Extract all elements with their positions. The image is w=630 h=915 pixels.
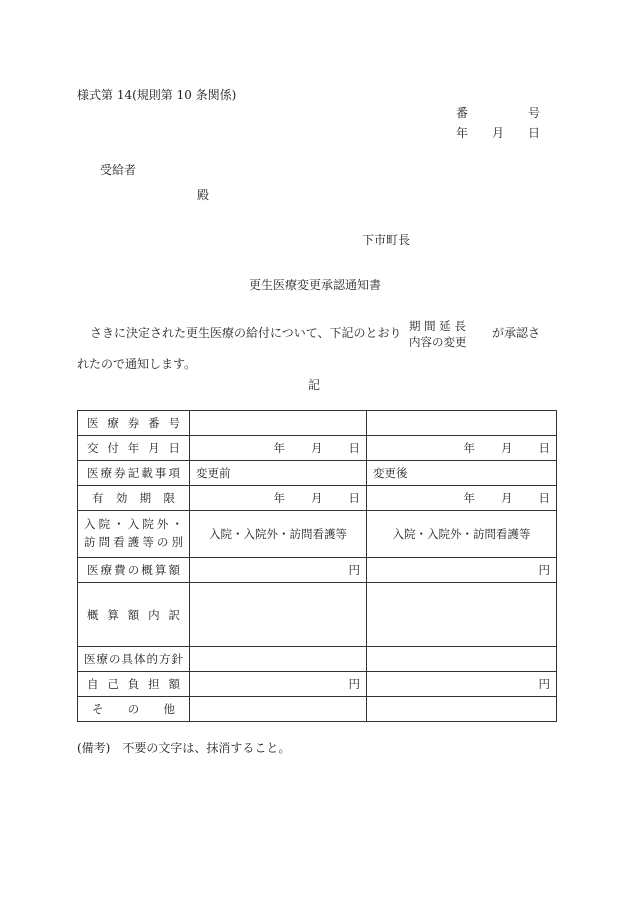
value-ticket-number-before: [190, 411, 367, 436]
number-ban: 番: [456, 106, 469, 120]
label-ticket-entries: 医療券記載事項: [78, 461, 190, 486]
table-row: [78, 461, 557, 486]
form-label: 様式第 14(規則第 10 条関係): [77, 88, 237, 102]
value-other-before: [190, 697, 367, 722]
label-care-type: 入院・入院外・ 訪問看護等の別: [78, 511, 190, 558]
label-issue-date: 交 付 年 月 日: [78, 436, 190, 461]
header-after-change: 変更後: [367, 461, 557, 486]
document-title: 更生医療変更承認通知書: [249, 278, 382, 292]
label-other: そ の 他: [78, 697, 190, 722]
date-month: 月: [492, 126, 505, 140]
header-before-change: 変更前: [190, 461, 367, 486]
remarks-note: (備考) 不要の文字は、抹消すること。: [77, 741, 291, 755]
option-content-change: 内容の変更: [409, 335, 467, 349]
value-validity-after: 年 月 日: [367, 486, 557, 511]
value-issue-date-after: 年 月 日: [367, 436, 557, 461]
table-row: [78, 697, 557, 722]
table-row: [78, 558, 557, 583]
table-row: [78, 486, 557, 511]
label-self-pay: 自 己 負 担 額: [78, 672, 190, 697]
ki-mark: 記: [308, 378, 321, 392]
label-estimated-cost: 医療費の概算額: [78, 558, 190, 583]
date-day: 日: [528, 126, 541, 140]
body-lead: さきに決定された更生医療の給付について、下記のとおり: [90, 326, 402, 340]
label-cost-breakdown: 概 算 額 内 訳: [78, 583, 190, 647]
details-table: [77, 410, 557, 722]
honorific: 殿: [197, 188, 210, 202]
value-care-type-after: 入院・入院外・訪問看護等: [367, 511, 557, 558]
table-row: [78, 511, 557, 558]
value-issue-date-before: 年 月 日: [190, 436, 367, 461]
label-validity-period: 有 効 期 限: [78, 486, 190, 511]
value-estimated-cost-before: 円: [190, 558, 367, 583]
table-row: [78, 647, 557, 672]
value-self-pay-before: 円: [190, 672, 367, 697]
label-treatment-plan: 医療の具体的方針: [78, 647, 190, 672]
recipient-label: 受給者: [100, 163, 137, 177]
value-estimated-cost-after: 円: [367, 558, 557, 583]
table-row: [78, 411, 557, 436]
value-cost-breakdown-before: [190, 583, 367, 647]
issuer: 下市町長: [362, 233, 411, 247]
value-ticket-number-after: [367, 411, 557, 436]
value-treatment-plan-after: [367, 647, 557, 672]
value-care-type-before: 入院・入院外・訪問看護等: [190, 511, 367, 558]
table-row: [78, 672, 557, 697]
body-line2: れたので通知します。: [77, 357, 197, 371]
value-treatment-plan-before: [190, 647, 367, 672]
value-validity-before: 年 月 日: [190, 486, 367, 511]
table-row: [78, 583, 557, 647]
number-go: 号: [528, 106, 541, 120]
option-period-extension: 期 間 延 長: [409, 319, 466, 333]
value-cost-breakdown-after: [367, 583, 557, 647]
label-ticket-number: 医 療 券 番 号: [78, 411, 190, 436]
value-self-pay-after: 円: [367, 672, 557, 697]
value-other-after: [367, 697, 557, 722]
table-row: [78, 436, 557, 461]
date-year: 年: [456, 126, 469, 140]
body-tail: が承認さ: [492, 326, 541, 340]
